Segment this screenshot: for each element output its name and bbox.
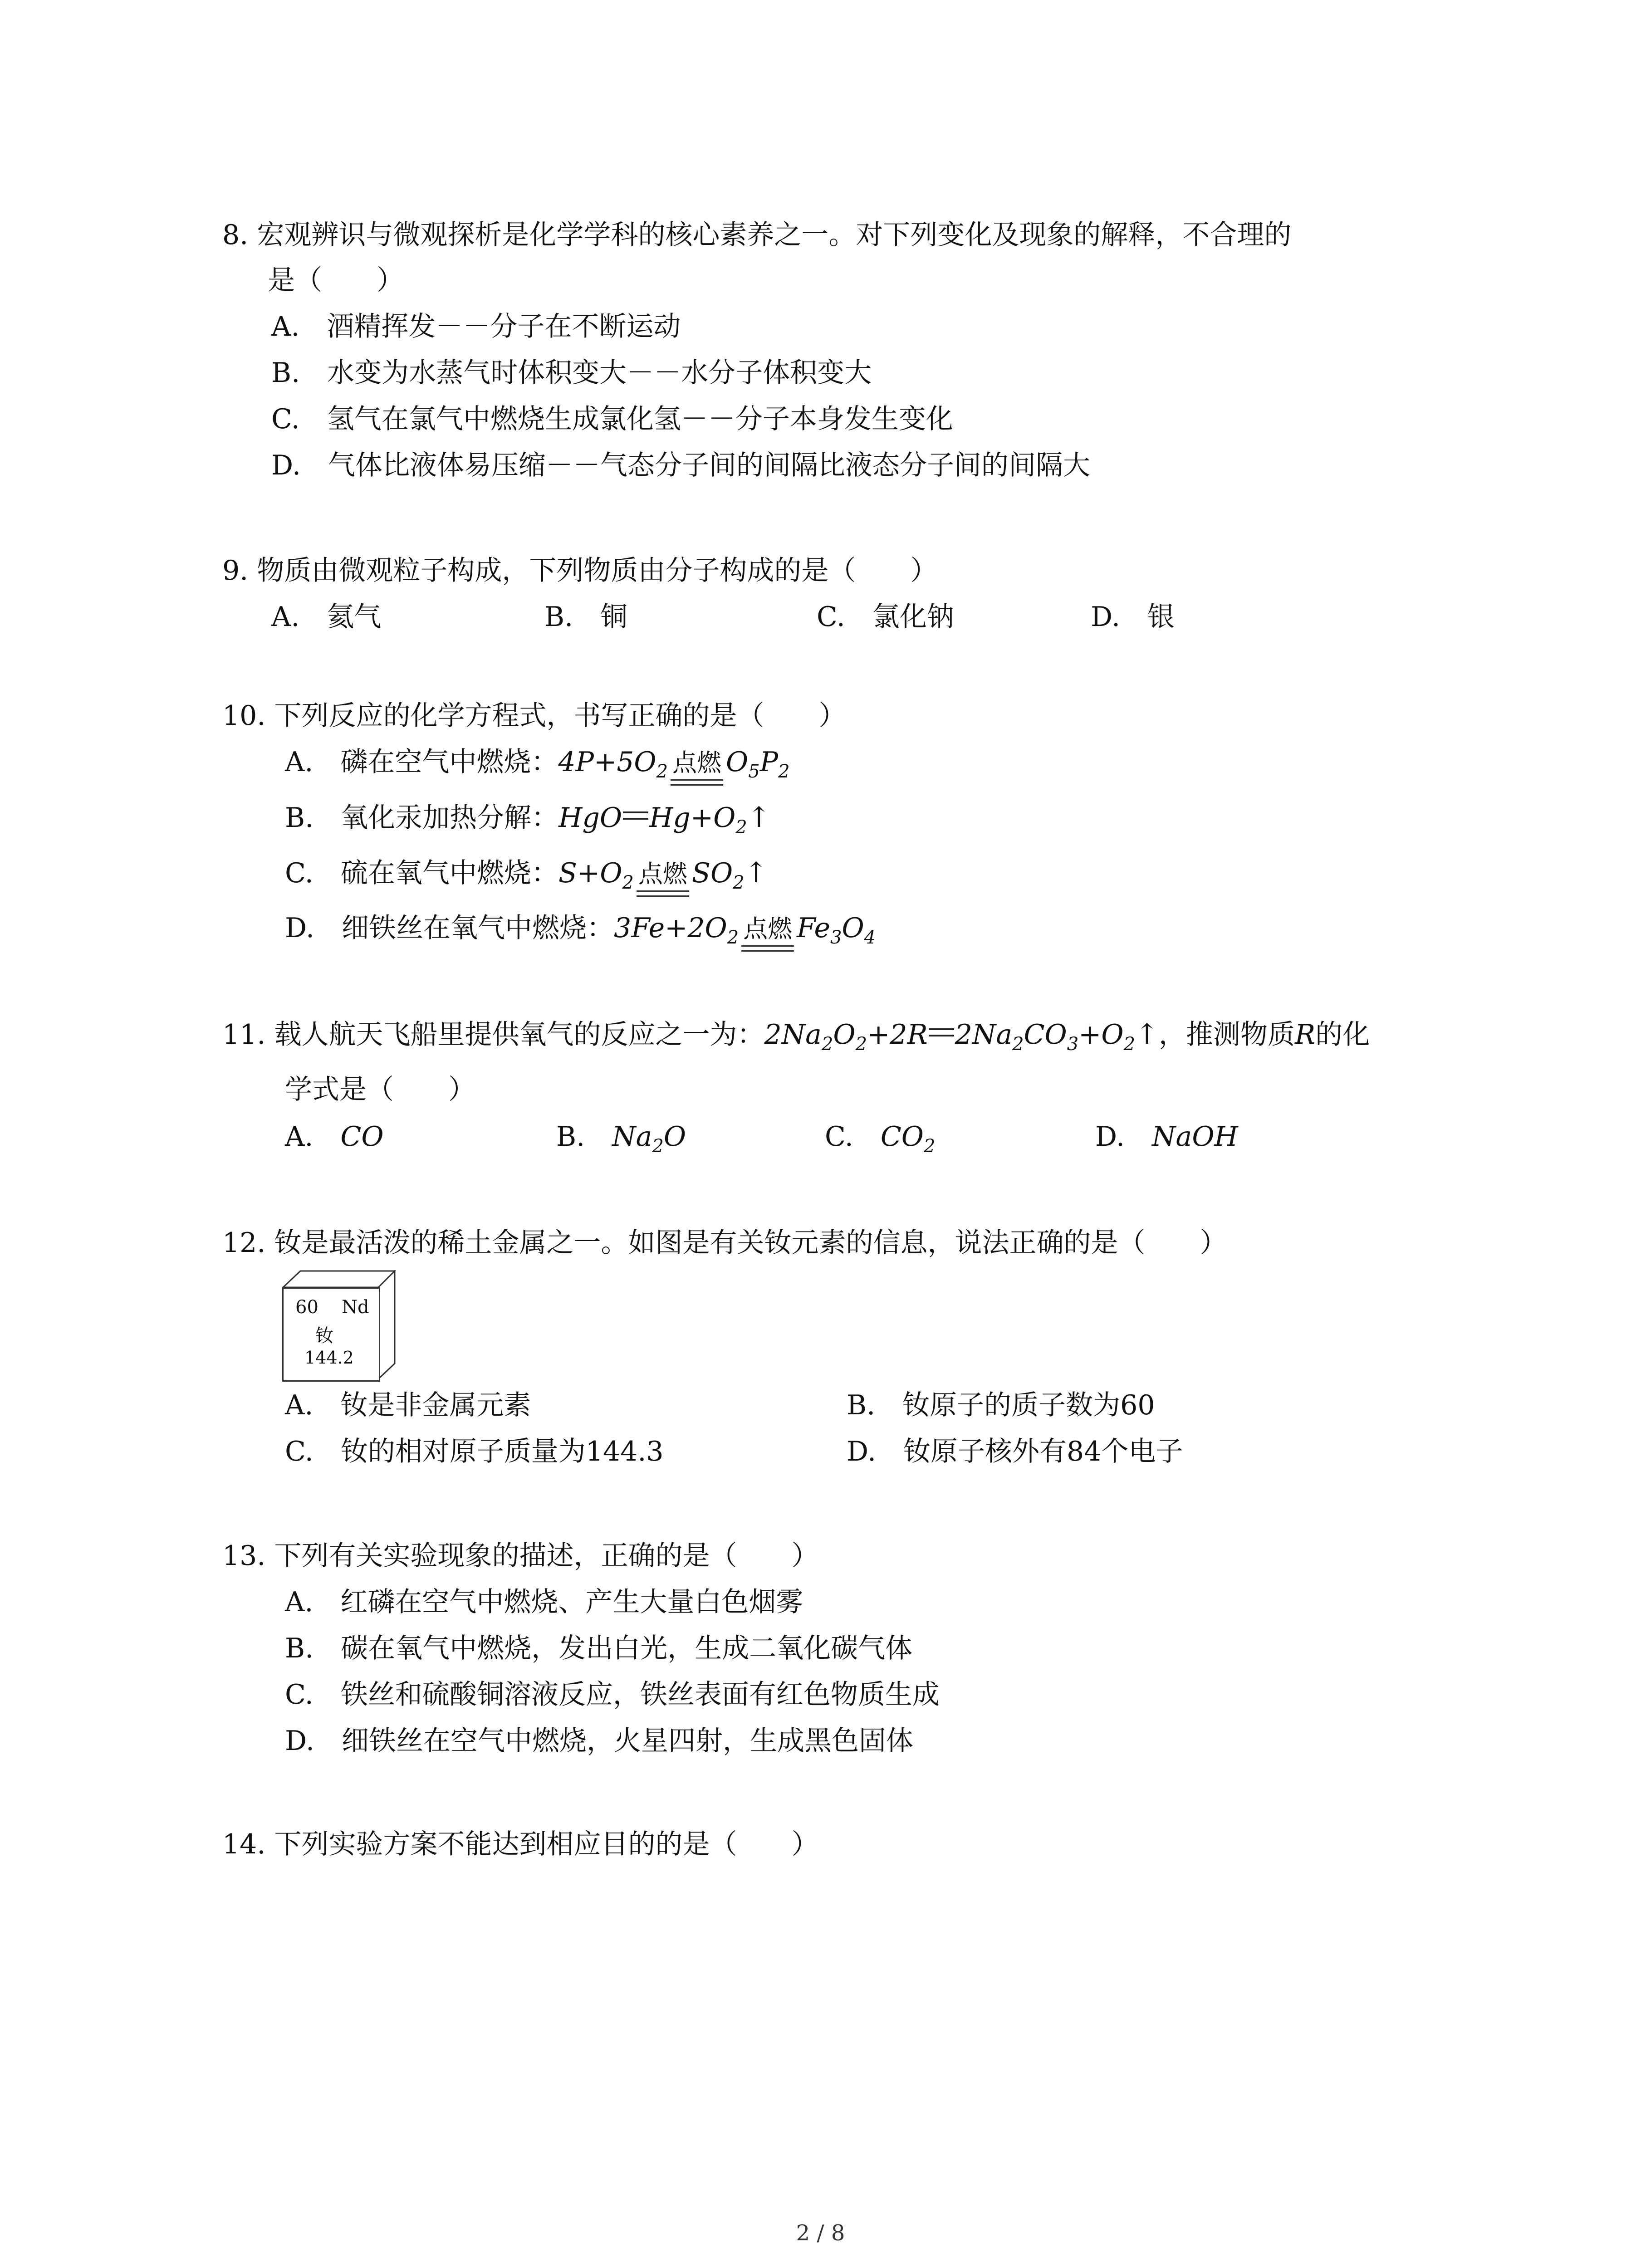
option-prefix: D. 细铁丝在氧气中燃烧： — [285, 912, 614, 944]
option-b: B. 铜 — [544, 601, 628, 633]
formula-lhs: HgO — [558, 802, 622, 834]
option-d: D. 气体比液体易压缩－－气态分子间的间隔比液态分子间的间隔大 — [271, 450, 1091, 481]
reaction-condition: 点燃 — [637, 856, 689, 892]
element-tile-neodymium — [282, 1270, 397, 1380]
formula-lhs: S+O — [558, 857, 622, 889]
question-text-part: 的化 — [1315, 1019, 1370, 1051]
option-b: B. 水变为水蒸气时体积变大－－水分子体积变大 — [271, 357, 872, 389]
formula-sub: 2 — [656, 761, 668, 782]
option-b: B. 钕原子的质子数为60 — [847, 1389, 1155, 1421]
formula-rhs: SO — [691, 857, 733, 889]
option-d — [285, 910, 876, 956]
equals-sign — [929, 1028, 954, 1036]
option-d: D. NaOH — [1095, 1121, 1238, 1153]
option-d: D. 银 — [1091, 601, 1175, 633]
option-d: D. 细铁丝在空气中燃烧，火星四射，生成黑色固体 — [285, 1725, 914, 1757]
question-text: 是（ ） — [268, 264, 404, 296]
question-text-part: 11. 载人航天飞船里提供氧气的反应之一为： — [222, 1019, 764, 1051]
formula-lhs: 3Fe+2O — [614, 912, 727, 944]
option-b — [285, 799, 771, 846]
question-text — [222, 1016, 1370, 1062]
formula-sub: 2 — [727, 927, 739, 948]
element-name: 钕 — [315, 1325, 333, 1346]
formula-rhs: P — [759, 746, 779, 778]
variable-r: R — [1295, 1019, 1316, 1051]
formula-sub: 3 — [830, 927, 842, 948]
formula-sub: 5 — [748, 761, 760, 782]
formula-rhs: O — [726, 746, 749, 778]
gas-arrow-icon: ↑ — [747, 801, 771, 834]
option-c: C. 铁丝和硫酸铜溶液反应，铁丝表面有红色物质生成 — [285, 1679, 940, 1711]
option-a: A. 红磷在空气中燃烧、产生大量白色烟雾 — [285, 1586, 803, 1618]
cube-side-icon — [377, 1270, 397, 1380]
formula-sub: 2 — [733, 872, 745, 893]
question-text: 12. 钕是最活泼的稀土金属之一。如图是有关钕元素的信息，说法正确的是（ ） — [222, 1227, 1227, 1259]
reaction-condition: 点燃 — [741, 911, 794, 947]
option-prefix: A. 磷在空气中燃烧： — [285, 746, 558, 778]
question-text: 13. 下列有关实验现象的描述，正确的是（ ） — [222, 1540, 819, 1572]
equation: $2Na_2O_2+2R$ $2Na_2CO_3+O_2$ — [764, 1019, 1136, 1055]
option-a: A. 氦气 — [271, 601, 382, 633]
option-c: C. 氢气在氯气中燃烧生成氯化氢－－分子本身发生变化 — [271, 403, 953, 435]
option-c: C. 氯化钠 — [817, 601, 954, 633]
formula-sub: 4 — [864, 927, 876, 948]
formula-sub: 2 — [778, 761, 790, 782]
question-text: 14. 下列实验方案不能达到相应目的的是（ ） — [222, 1828, 819, 1860]
question-text-part: ，推测物质 — [1159, 1019, 1295, 1051]
option-a — [285, 744, 790, 790]
formula-sub: 2 — [622, 872, 634, 893]
gas-arrow-icon: ↑ — [744, 856, 768, 889]
page-number: 2 / 8 — [796, 2220, 845, 2246]
option-a: A. 钕是非金属元素 — [285, 1389, 531, 1421]
gas-arrow-icon: ↑ — [1135, 1017, 1159, 1051]
reaction-condition: 点燃 — [671, 745, 723, 781]
question-text: 10. 下列反应的化学方程式，书写正确的是（ ） — [222, 700, 846, 732]
option-b: B. 碳在氧气中燃烧，发出白光，生成二氧化碳气体 — [285, 1633, 913, 1664]
option-a: A. CO — [285, 1121, 384, 1153]
option-c: C. 钕的相对原子质量为144.3 — [285, 1436, 664, 1467]
option-a: A. 酒精挥发－－分子在不断运动 — [271, 311, 681, 342]
question-text: 8. 宏观辨识与微观探析是化学学科的核心素养之一。对下列变化及现象的解释，不合理的 — [222, 219, 1292, 251]
option-c — [285, 855, 768, 901]
formula-sub: 2 — [735, 817, 747, 838]
option-b: B. $Na_2O$ — [556, 1121, 686, 1157]
equals-sign — [623, 811, 648, 820]
formula-lhs: 4P+5O — [558, 746, 656, 778]
atomic-mass: 144.2 — [304, 1348, 354, 1368]
atomic-number: 60 — [295, 1297, 318, 1318]
question-text: 9. 物质由微观粒子构成，下列物质由分子构成的是（ ） — [222, 555, 938, 587]
question-text: 学式是（ ） — [285, 1074, 475, 1105]
option-c: C. $CO_2$ — [825, 1121, 936, 1157]
formula-rhs: Hg+O — [649, 802, 736, 834]
option-d: D. 钕原子核外有84个电子 — [847, 1436, 1183, 1467]
formula-rhs: O — [842, 912, 864, 944]
option-prefix: C. 硫在氧气中燃烧： — [285, 857, 558, 889]
element-symbol: Nd — [342, 1297, 369, 1318]
option-prefix: B. 氧化汞加热分解： — [285, 802, 559, 834]
formula-rhs: Fe — [797, 912, 831, 944]
element-face — [282, 1287, 380, 1382]
